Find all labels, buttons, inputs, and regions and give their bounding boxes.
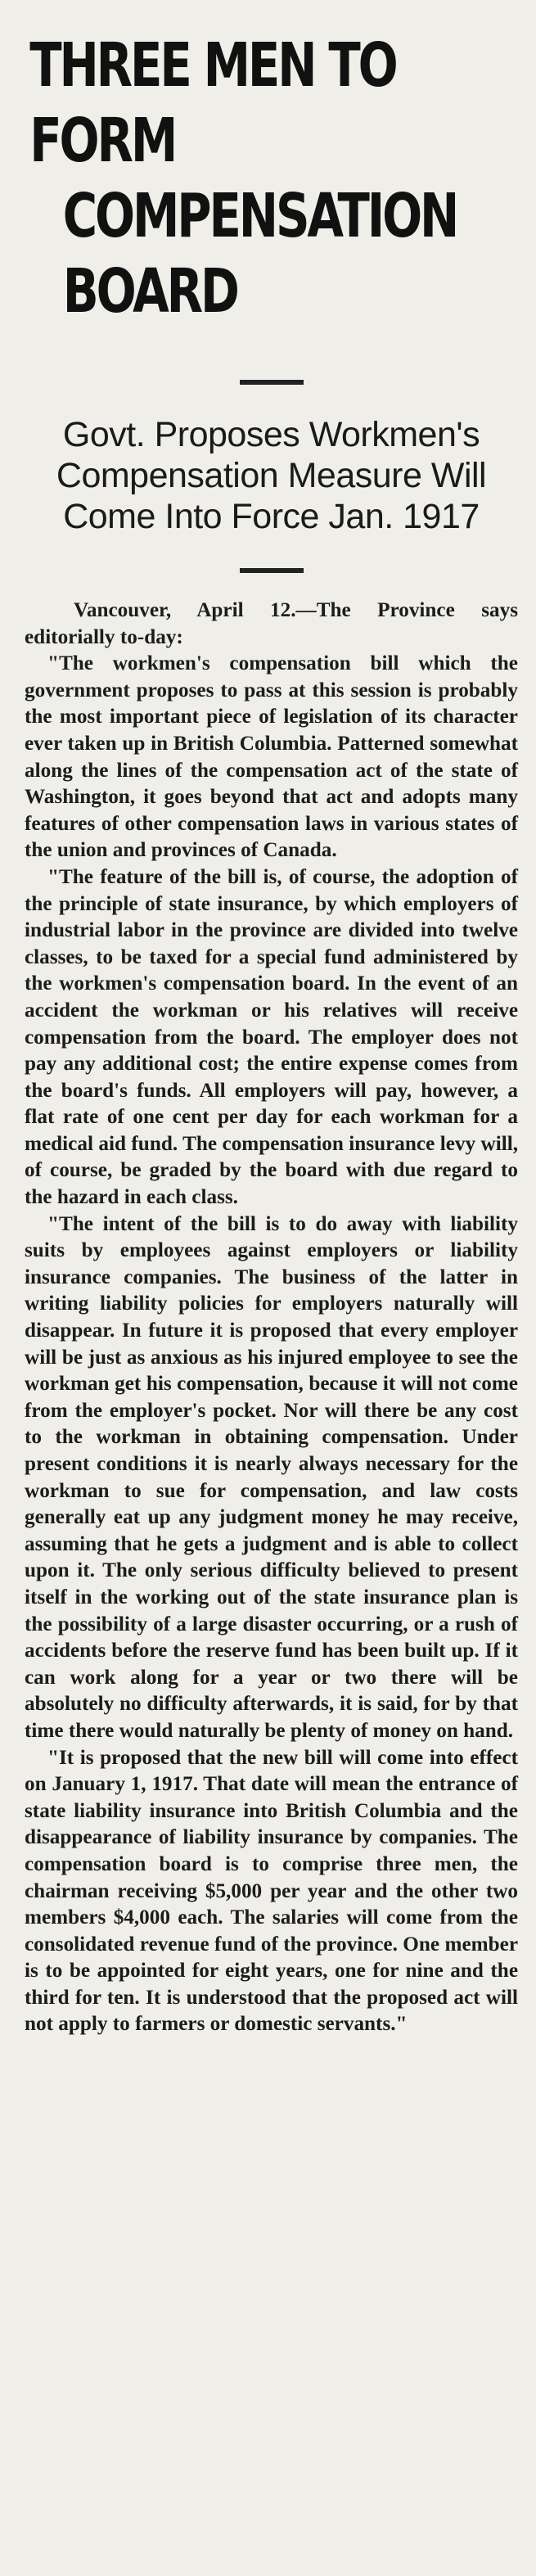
headline-line-1: THREE MEN TO FORM: [29, 30, 396, 176]
article-body: [25, 598, 518, 2038]
separator-rule-top: [240, 380, 304, 385]
headline-line-2: COMPENSATION BOARD: [62, 181, 457, 327]
article-paragraph-4: "It is proposed that the new bill will come into effect on January 1, 1917. That date will mean the entrance of state liability insurance into British Columbia and the disappearance of liability insurance by companies. The compensation board is to comprise three men, the chairman receiving $5,000 per year and the other two members $4,000 each. The salaries will come from the consolidated revenue fund of the province. One member is to be appointed for eight years, one for nine and the third for ten. It is understood that the proposed act will not apply to farmers or domestic servants.": [25, 1746, 518, 2036]
dateline: Vancouver, April 12.—The Province says editorially to-day:: [25, 599, 518, 648]
headline: [25, 28, 516, 329]
separator-rule-bottom: [240, 568, 304, 573]
article-paragraph-2: "The feature of the bill is, of course, the adoption of the principle of state insurance, by which employers of industrial labor in the province are divided into twelve classes, to be taxed for a special fund administered by the workmen's compensation board. In the event of an accident the workman or his relatives will receive compensation from the board. The employer does not pay any additional cost; the entire expense comes from the board's funds. All employers will pay, however, a flat rate of one cent per day for each workman for a medical aid fund. The compensation insurance levy will, of course, be graded by the board with due regard to the hazard in each class.: [25, 865, 518, 1209]
article-paragraph-1: "The workmen's compensation bill which the government proposes to pass at this session is probably the most important piece of legislation of its character ever taken up in British Columbia. Patterned somewhat along the lines of the compensation act of the state of Washington, it goes beyond that act and adopts many features of other compensation laws in various states of the union and provinces of Canada.: [25, 652, 518, 862]
article-paragraph-3: "The intent of the bill is to do away with liability suits by employees against employers or liability insurance companies. The business of the latter in writing liability policies for employers naturally will disappear. In future it is proposed that every employer will be just as anxious as his injured employee to see the workman get his compensation, because it will not come from the employer's pocket. Nor will there be any cost to the workman in obtaining compensation. Under present conditions it is nearly always necessary for the workman to sue for compensation, and law costs generally eat up any judgment money he may receive, assuming that he gets a judgment and is able to collect upon it. The only serious difficulty believed to present itself in the working out of the state insurance plan is the possibility of a large disaster occurring, or a rush of accidents before the reserve fund has been built up. If it can work along for a year or two there will be absolutely no difficulty afterwards, it is said, for by that time there would naturally be plenty of money on hand.: [25, 1212, 518, 1742]
subheadline: Govt. Proposes Workmen's Compensation Measure Will Come Into Force Jan. 1917: [56, 415, 487, 536]
